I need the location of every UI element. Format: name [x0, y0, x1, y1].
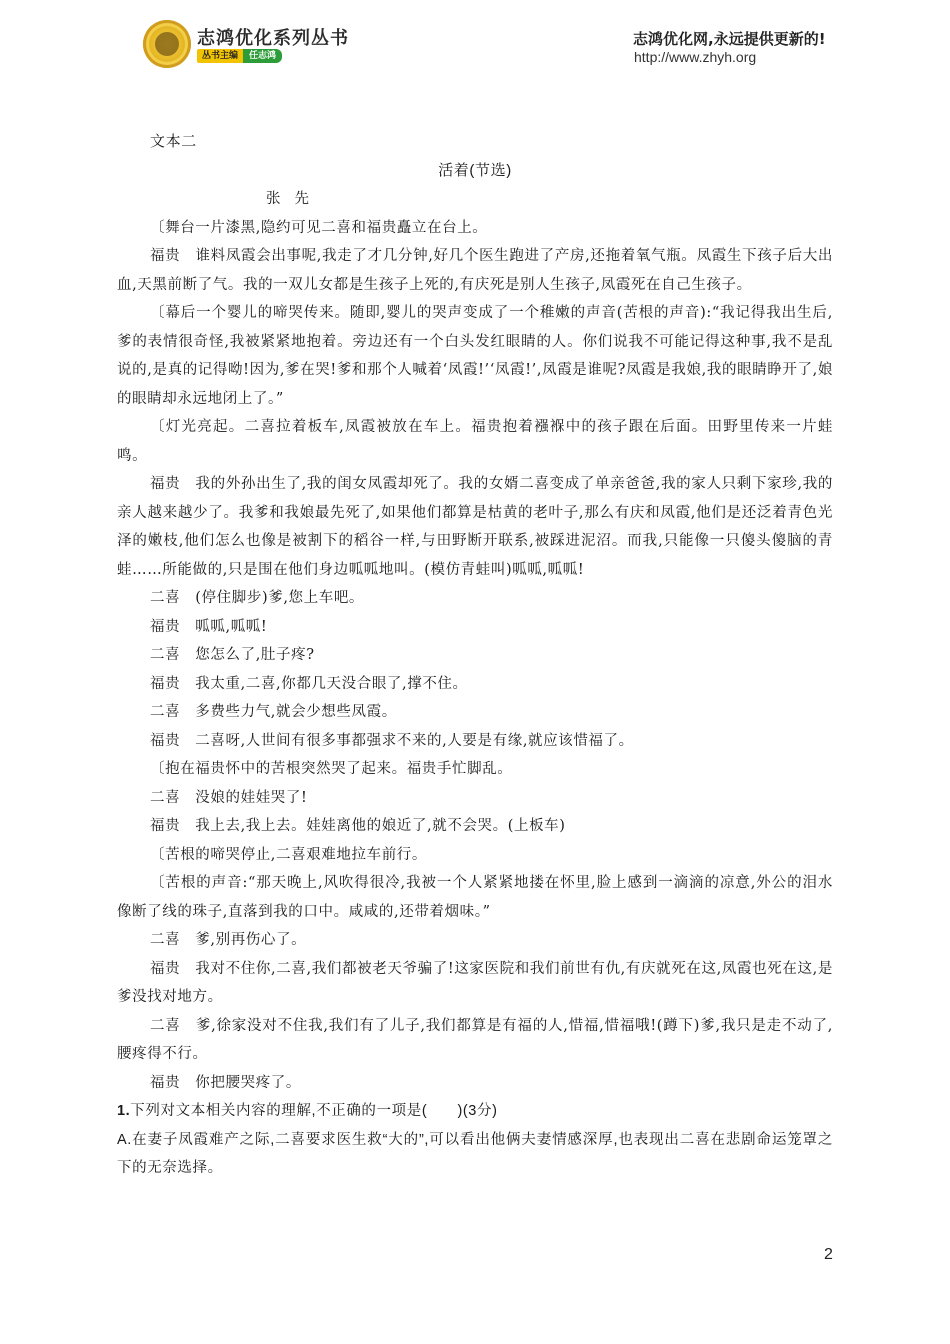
question-stem — [117, 1097, 833, 1126]
dialogue-line: 二喜 没娘的娃娃哭了! — [150, 789, 308, 806]
dialogue-line: 福贵 我的外孙出生了,我的闺女凤霞却死了。我的女婿二喜变成了单亲爸爸,我的家人只剩下家珍,我的亲人越来越少了。我爹和我娘最先死了,如果他们都算是枯黄的老叶子,那么有庆和凤霞,他们是还泛着青色光泽的嫩枝,他们怎么也像是被割下的稻谷一样,与田野断开联系,被踩进泥沼。而我,只能像一只傻头傻脑的青蛙……所能做的,只是围在他们身边呱呱地叫。(模仿青蛙叫)呱呱,呱呱! — [117, 476, 833, 578]
dialogue-line: 二喜 您怎么了,肚子疼? — [150, 647, 315, 663]
document-body — [117, 128, 833, 1183]
header-url[interactable]: http://www.zhyh.org — [634, 49, 757, 65]
series-logo-icon — [143, 20, 191, 68]
text-title: 活着(节选) — [438, 161, 512, 179]
dialogue-line: 福贵 我上去,我上去。娃娃离他的娘近了,就不会哭。(上板车) — [150, 818, 566, 834]
page-number: 2 — [824, 1246, 833, 1263]
dialogue-line: 福贵 我太重,二喜,你都几天没合眼了,撑不住。 — [150, 675, 468, 692]
dialogue-line: 二喜 爹,别再伤心了。 — [150, 932, 307, 948]
dialogue-line: 福贵 我对不住你,二喜,我们都被老天爷骗了!这家医院和我们前世有仇,有庆就死在这,凤霞也死在这,是爹没找对地方。 — [117, 960, 833, 1005]
dialogue-line: 福贵 二喜呀,人世间有很多事都强求不来的,人要是有缘,就应该惜福了。 — [150, 732, 634, 749]
series-title: 志鸿优化系列丛书 — [197, 28, 349, 49]
author-name: 张先 — [266, 191, 323, 207]
stage-direction: 〔抱在福贵怀中的苦根突然哭了起来。福贵手忙脚乱。 — [150, 761, 513, 777]
question-text: 下列对文本相关内容的理解,不正确的一项是( )(3分) — [130, 1103, 498, 1119]
stage-direction: 〔苦根的声音:“那天晚上,风吹得很冷,我被一个人紧紧地搂在怀里,脸上感到一滴滴的凉意,外公的泪水像断了线的珠子,直落到我的口中。咸咸的,还带着烟味。” — [117, 875, 833, 920]
stage-direction: 〔幕后一个婴儿的啼哭传来。随即,婴儿的哭声变成了一个稚嫩的声音(苦根的声音):“我记得我出生后,爹的表情很奇怪,我被紧紧地抱着。旁边还有一个白头发红眼睛的人。你们说我不可能记得这种事,我不是乱说的,是真的记得呦!因为,爹在哭!爹和那个人喊着‘凤霞!’‘凤霞!’,凤霞是谁呢?凤霞是我娘,我的眼睛睁开了,娘的眼睛却永远地闭上了。” — [117, 305, 833, 407]
dialogue-line: 二喜 爹,徐家没对不住我,我们有了儿子,我们都算是有福的人,惜福,惜福哦!(蹲下)爹,我只是走不动了,腰疼得不行。 — [117, 1017, 833, 1062]
page-header — [0, 0, 950, 80]
question-number: 1. — [117, 1103, 131, 1119]
editor-label: 丛书主编 — [197, 49, 243, 63]
dialogue-line: 福贵 你把腰哭疼了。 — [150, 1074, 301, 1091]
dialogue-line: 福贵 呱呱,呱呱! — [150, 618, 268, 635]
section-label: 文本二 — [150, 133, 197, 150]
stage-direction: 〔苦根的啼哭停止,二喜艰难地拉车前行。 — [150, 846, 428, 863]
header-slogan: 志鸿优化网,永远提供更新的! — [633, 30, 826, 48]
editor-name: 任志鸿 — [243, 49, 282, 63]
dialogue-line: 福贵 谁料凤霞会出事呢,我走了才几分钟,好几个医生跑进了产房,还拖着氧气瓶。凤霞生下孩子后大出血,天黑前断了气。我的一双儿女都是生孩子上死的,有庆死是别人生孩子,凤霞死在自己生孩子。 — [117, 248, 833, 293]
stage-direction: 〔舞台一片漆黑,隐约可见二喜和福贵矗立在台上。 — [150, 219, 488, 236]
dialogue-line: 二喜 多费些力气,就会少想些凤霞。 — [150, 704, 397, 720]
editor-badge — [197, 49, 282, 63]
stage-direction: 〔灯光亮起。二喜拉着板车,凤霞被放在车上。福贵抱着襁褓中的孩子跟在后面。田野里传来一片蛙鸣。 — [117, 419, 833, 464]
question-option-a: A.在妻子凤霞难产之际,二喜要求医生救“大的”,可以看出他俩夫妻情感深厚,也表现出二喜在悲剧命运笼罩之下的无奈选择。 — [117, 1131, 833, 1176]
dialogue-line: 二喜 (停住脚步)爹,您上车吧。 — [150, 590, 365, 606]
